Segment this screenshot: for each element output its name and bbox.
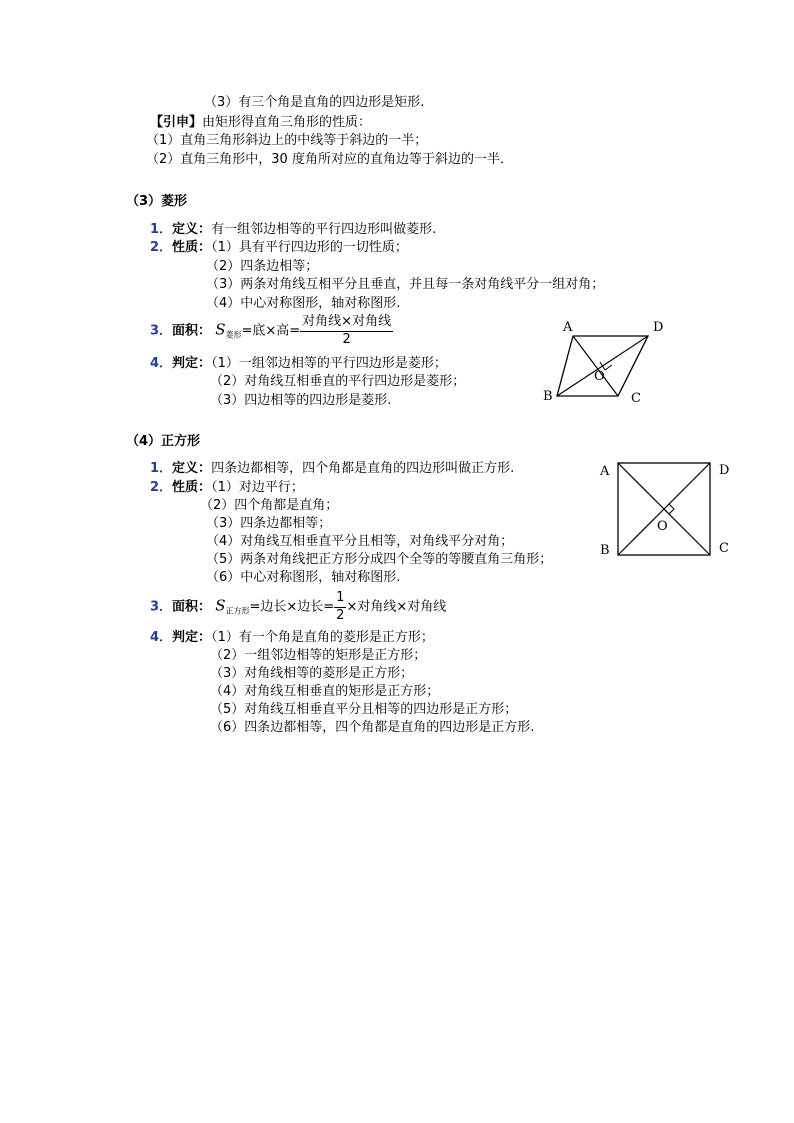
square-judge-2: （2）一组邻边相等的矩形是正方形； bbox=[210, 648, 427, 663]
square-area-numerator: 1 bbox=[334, 590, 346, 608]
square-def-text: 四条边都相等，四个角都是直角的四边形叫做正方形. bbox=[211, 461, 515, 476]
rhombus-label-a: A bbox=[563, 320, 573, 335]
square-prop-1: （1）对边平行； bbox=[211, 480, 304, 495]
square-judge-6: （6）四条边都相等，四个角都是直角的四边形是正方形. bbox=[210, 720, 535, 735]
extension-tag: 【引申】 bbox=[150, 115, 203, 130]
rhombus-heading-num: （3） bbox=[126, 194, 162, 209]
square-judge-4: （4）对角线互相垂直的矩形是正方形； bbox=[210, 684, 440, 699]
rhombus-judge-num: 4． bbox=[150, 356, 173, 371]
square-def-num: 1． bbox=[150, 461, 173, 476]
square-heading-text: 正方形 bbox=[161, 434, 201, 449]
square-prop-5: （5）两条对角线把正方形分成四个全等的等腰直角三角形； bbox=[206, 552, 553, 567]
square-heading-num: （4） bbox=[126, 434, 162, 449]
right-triangle-prop-2: （2）直角三角形中，30 度角所对应的直角边等于斜边的一半． bbox=[146, 152, 513, 167]
square-judge-1: （1）有一个角是直角的菱形是正方形； bbox=[211, 630, 434, 645]
square-judge-3: （3）对角线相等的菱形是正方形； bbox=[210, 666, 414, 681]
rhombus-prop-label: 性质： bbox=[172, 240, 212, 255]
rectangle-judge-3: （3）有三个角是直角的四边形是矩形. bbox=[204, 95, 425, 110]
rhombus-area-denominator: 2 bbox=[342, 332, 351, 347]
rhombus-prop-1: （1）具有平行四边形的一切性质； bbox=[211, 240, 408, 255]
square-prop-4: （4）对角线互相垂直平分且相等，对角线平分对角； bbox=[206, 534, 514, 549]
square-def-label: 定义： bbox=[172, 461, 212, 476]
rhombus-judge-3: （3）四边相等的四边形是菱形. bbox=[210, 393, 392, 408]
rhombus-judge-label: 判定： bbox=[172, 356, 212, 371]
square-area-denominator: 2 bbox=[336, 608, 345, 623]
square-area-symbol: S bbox=[215, 596, 226, 615]
rhombus-prop-4: （4）中心对称图形，轴对称图形. bbox=[206, 296, 401, 311]
rhombus-area-symbol: S bbox=[215, 320, 226, 339]
rhombus-judge-2: （2）对角线互相垂直的平行四边形是菱形； bbox=[210, 374, 466, 389]
rhombus-def-text: 有一组邻边相等的平行四边形叫做菱形. bbox=[211, 222, 437, 237]
rhombus-area-num: 3． bbox=[150, 323, 173, 339]
square-area-equation: =边长×边长= bbox=[249, 599, 335, 615]
square-area-subscript: 正方形 bbox=[225, 606, 250, 616]
rhombus-label-b: B bbox=[543, 389, 553, 404]
square-area-label: 面积： bbox=[172, 599, 212, 615]
rhombus-def-label: 定义： bbox=[172, 222, 212, 237]
right-triangle-prop-1: （1）直角三角形斜边上的中线等于斜边的一半； bbox=[146, 133, 428, 148]
rhombus-area-subscript: 菱形 bbox=[225, 330, 242, 340]
rhombus-judge-1: （1）一组邻边相等的平行四边形是菱形； bbox=[211, 356, 447, 371]
square-judge-num: 4． bbox=[150, 630, 173, 645]
square-prop-num: 2． bbox=[150, 480, 173, 495]
rhombus-heading-text: 菱形 bbox=[161, 194, 188, 209]
square-area-num: 3． bbox=[150, 599, 173, 615]
square-label-b: B bbox=[600, 543, 610, 558]
rhombus-label-c: C bbox=[631, 391, 641, 406]
rhombus-prop-2: （2）四条边相等； bbox=[206, 259, 319, 274]
square-label-d: D bbox=[719, 463, 730, 478]
square-label-c: C bbox=[719, 541, 729, 556]
square-prop-3: （3）四条边都相等； bbox=[206, 516, 332, 531]
square-judge-label: 判定： bbox=[172, 630, 212, 645]
rhombus-def-num: 1． bbox=[150, 222, 173, 237]
square-judge-5: （5）对角线互相垂直平分且相等的四边形是正方形； bbox=[210, 702, 518, 717]
square-label-a: A bbox=[600, 464, 610, 479]
rhombus-area-numerator: 对角线×对角线 bbox=[300, 314, 393, 332]
rhombus-prop-3: （3）两条对角线互相平分且垂直，并且每一条对角线平分一组对角； bbox=[206, 277, 605, 292]
rhombus-area-equation: =底×高= bbox=[241, 323, 301, 339]
square-prop-2: （2）四个角都是直角； bbox=[200, 498, 339, 513]
rhombus-label-o: O bbox=[594, 369, 605, 384]
square-prop-6: （6）中心对称图形，轴对称图形. bbox=[206, 570, 401, 585]
square-area-tail: ×对角线×对角线 bbox=[346, 599, 447, 615]
square-right-angle-mark bbox=[664, 504, 674, 514]
square-label-o: O bbox=[657, 519, 668, 534]
rhombus-label-d: D bbox=[653, 320, 664, 335]
rhombus-area-label: 面积： bbox=[172, 323, 212, 339]
square-prop-label: 性质： bbox=[172, 480, 212, 495]
rhombus-prop-num: 2． bbox=[150, 240, 173, 255]
extension-text: 由矩形得直角三角形的性质： bbox=[202, 115, 372, 130]
